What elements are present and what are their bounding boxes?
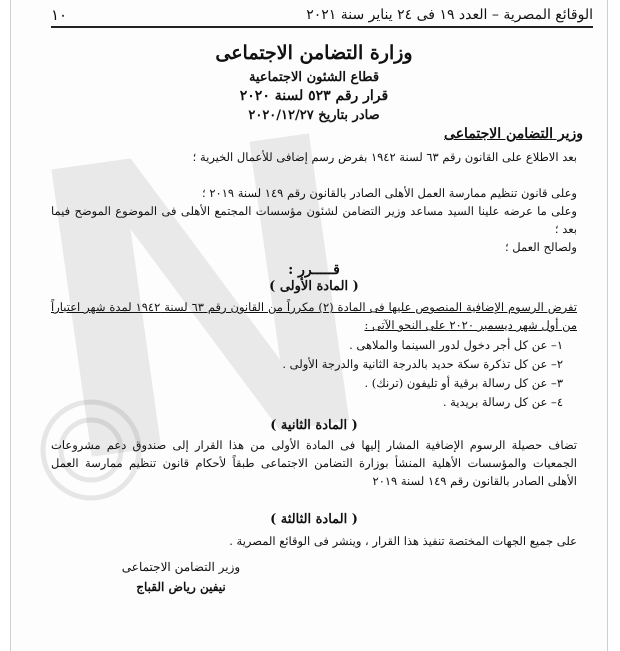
list-item: ٣– عن كل رسالة برقية أو تليفون (ترنك) . [364, 376, 563, 390]
gazette-page [10, 0, 608, 651]
article-1-title: ( المادة الأولى ) [269, 279, 359, 294]
decision-heading: قـــــرر : [288, 262, 340, 278]
preamble-1: بعد الاطلاع على القانون رقم ٦٣ لسنة ١٩٤٢ بفرض رسم إضافى للأعمال الخيرية ؛ [192, 150, 577, 164]
minister-heading: وزير التضامن الاجتماعى [444, 126, 583, 142]
ministry-title: وزارة التضامن الاجتماعى [215, 42, 413, 64]
signature-title: وزير التضامن الاجتماعى [121, 560, 241, 574]
list-item: ٤– عن كل رسالة بريدية . [442, 395, 563, 409]
issue-date: صادر بتاريخ ٢٠٢٠/١٢/٢٧ [248, 108, 380, 123]
sector-title: قطاع الشئون الاجتماعية [248, 70, 380, 85]
article-1-text: تفرض الرسوم الإضافية المنصوص عليها فى المادة (٢) مكرراً من القانون رقم ٦٣ لسنة ١٩٤٢ لمدة شهر اعتباراً من أول شهر ديسمبر ٢٠٢٠ على النحو الآتى : [51, 300, 577, 332]
list-item: ١– عن كل أجر دخول لدور السينما والملاهى . [349, 338, 563, 352]
article-3-text: على جميع الجهات المختصة تنفيذ هذا القرار ، وينشر فى الوقائع المصرية . [229, 534, 577, 548]
fee-items-list [51, 336, 577, 412]
preamble-2: وعلى قانون تنظيم ممارسة العمل الأهلى الصادر بالقانون رقم ١٤٩ لسنة ٢٠١٩ ؛ [202, 186, 577, 200]
decree-number: قرار رقم ٥٢٣ لسنة ٢٠٢٠ [239, 88, 389, 104]
page-number: ١٠ [51, 6, 68, 24]
article-2-title: ( المادة الثانية ) [270, 418, 358, 433]
article-2-text: تضاف حصيلة الرسوم الإضافية المشار إليها فى المادة الأولى من هذا القرار إلى صندوق دعم مشروعات الجمعيات والمؤسسات الأهلية المنشأ بوزارة التضامن الاجتماعى طبقاً لأحكام قانون تنظيم ممارسة العمل الأهلى الصادر بالقانون رقم ١٤٩ لسنة ٢٠١٩ [51, 438, 577, 488]
preamble-4: ولصالح العمل ؛ [504, 240, 577, 254]
article-3-title: ( المادة الثالثة ) [270, 512, 358, 527]
list-item: ٢– عن كل تذكرة سكة حديد بالدرجة الثانية والدرجة الأولى . [282, 357, 563, 371]
gazette-title-line: الوقائع المصرية – العدد ١٩ فى ٢٤ يناير سنة ٢٠٢١ [306, 7, 593, 23]
gazette-header [51, 6, 593, 28]
preamble-3: وعلى ما عرضه علينا السيد مساعد وزير التضامن لشئون مؤسسات المجتمع الأهلى فى الموضوع الموضح فيما بعد ؛ [51, 204, 577, 236]
signature-name: نيفين رياض القباج [136, 580, 226, 594]
